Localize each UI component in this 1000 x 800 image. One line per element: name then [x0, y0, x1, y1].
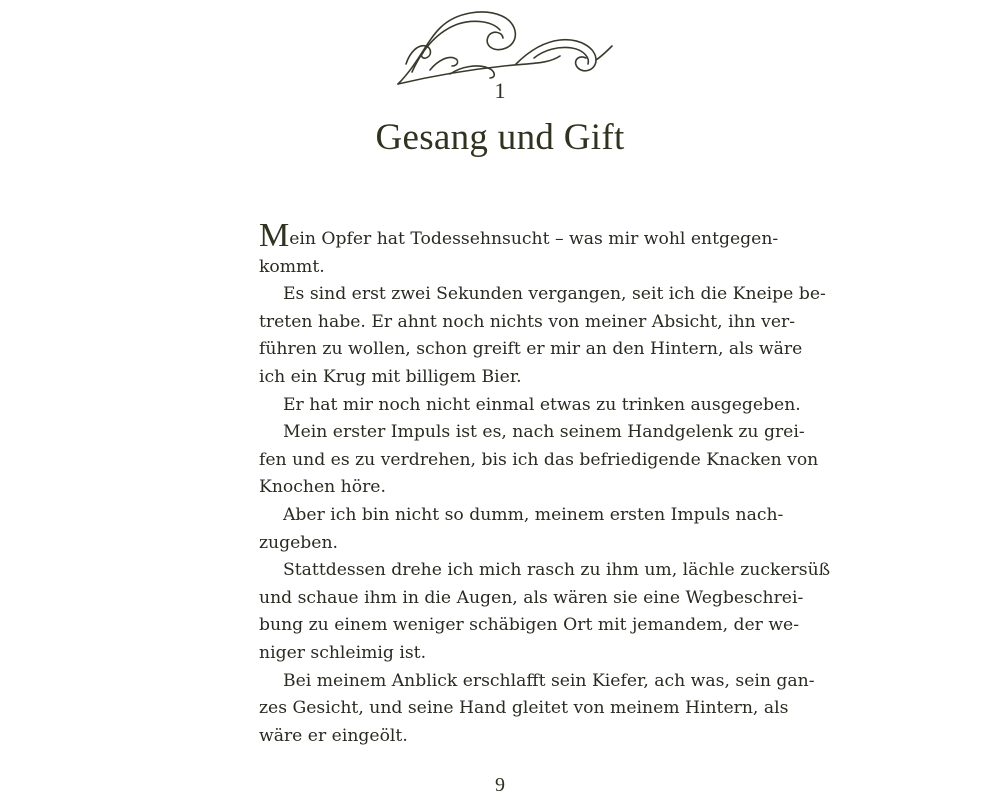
text-line: und schaue ihm in die Augen, als wären sie eine Wegbeschrei-: [259, 587, 804, 608]
text-line: fen und es zu verdrehen, bis ich das befriedigende Knacken von: [259, 449, 819, 470]
drop-cap: M: [259, 217, 290, 254]
text-line: Er hat mir noch nicht einmal etwas zu trinken ausgegeben.: [283, 394, 801, 415]
text-line: ich ein Krug mit billigem Bier.: [259, 366, 522, 387]
chapter-number: 1: [494, 78, 506, 103]
text-line: Aber ich bin nicht so dumm, meinem ersten Impuls nach-: [283, 504, 784, 525]
text-line: zes Gesicht, und seine Hand gleitet von meinem Hintern, als: [259, 698, 789, 719]
text-line: bung zu einem weniger schäbigen Ort mit jemandem, der we-: [259, 615, 800, 636]
text-line: kommt.: [259, 256, 325, 277]
text-line: führen zu wollen, schon greift er mir an den Hintern, als wäre: [259, 339, 803, 360]
text-line: treten habe. Er ahnt noch nichts von meiner Absicht, ihn ver-: [259, 311, 796, 332]
text-line: [259, 217, 779, 254]
text-line: Stattdessen drehe ich mich rasch zu ihm um, lächle zuckersüß: [283, 560, 831, 581]
wave-ornament-icon: [392, 6, 616, 88]
text-line: niger schleimig ist.: [259, 642, 427, 663]
text-line: zugeben.: [259, 532, 339, 553]
chapter-body: [259, 217, 831, 750]
text-line: Es sind erst zwei Sekunden vergangen, seit ich die Kneipe be-: [283, 284, 826, 305]
text-line: Bei meinem Anblick erschlafft sein Kiefer, ach was, sein gan-: [283, 670, 815, 691]
line-text: ein Opfer hat Todessehnsucht – was mir wohl entgegen-: [289, 229, 779, 249]
text-line: Knochen höre.: [259, 477, 386, 498]
text-line: Mein erster Impuls ist es, nach seinem Handgelenk zu grei-: [283, 422, 805, 443]
chapter-title: Gesang und Gift: [375, 117, 625, 158]
text-line: wäre er eingeölt.: [259, 725, 408, 746]
page-number: 9: [495, 774, 505, 796]
